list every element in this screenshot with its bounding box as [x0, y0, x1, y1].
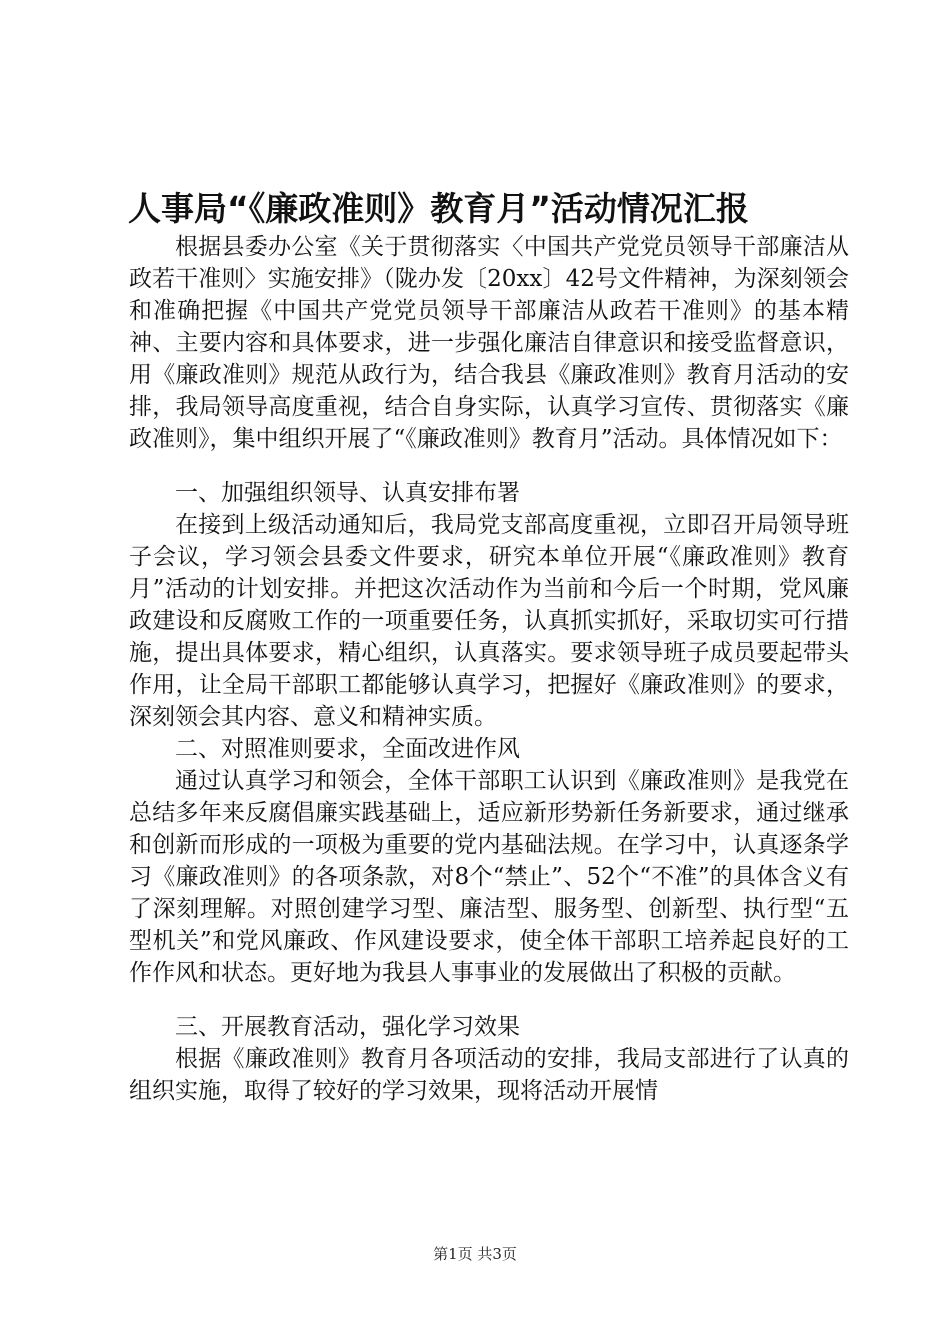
- document-title: 人事局“《廉政准则》教育月”活动情况汇报: [128, 189, 749, 228]
- section-1-paragraph: 在接到上级活动通知后，我局党支部高度重视，立即召开局领导班子会议，学习领会县委文件要求，研究本单位开展“《廉政准则》教育月”活动的计划安排。并把这次活动作为当前和今后一个时期，党风廉政建设和反腐败工作的一项重要任务，认真抓实抓好，采取切实可行措施，提出具体要求，精心组织，认真落实。要求领导班子成员要起带头作用，让全局干部职工都能够认真学习，把握好《廉政准则》的要求，深刻领会其内容、意义和精神实质。: [129, 512, 849, 730]
- section-2-paragraph: 通过认真学习和领会，全体干部职工认识到《廉政准则》是我党在总结多年来反腐倡廉实践基础上，适应新形势新任务新要求，通过继承和创新而形成的一项极为重要的党内基础法规。在学习中，认真逐条学习《廉政准则》的各项条款，对8个“禁止”、52个“不准”的具体含义有了深刻理解。对照创建学习型、廉洁型、服务型、创新型、执行型“五型机关”和党风廉政、作风建设要求，使全体干部职工培养起良好的工作作风和状态。更好地为我县人事事业的发展做出了积极的贡献。: [129, 768, 849, 986]
- section-3-paragraph: 根据《廉政准则》教育月各项活动的安排，我局支部进行了认真的组织实施，取得了较好的学习效果，现将活动开展情: [129, 1046, 849, 1104]
- document-body: [129, 231, 849, 1107]
- paragraph-spacer: [129, 455, 849, 477]
- section-2-heading: 二、对照准则要求，全面改进作风: [175, 736, 520, 762]
- section-3-heading: 三、开展教育活动，强化学习效果: [175, 1014, 520, 1040]
- section-1-heading: 一、加强组织领导、认真安排布署: [175, 480, 520, 506]
- intro-paragraph: 根据县委办公室《关于贯彻落实〈中国共产党党员领导干部廉洁从政若干准则〉实施安排》（陇办发〔20xx〕42号文件精神，为深刻领会和准确把握《中国共产党党员领导干部廉洁从政若干准则》的基本精神、主要内容和具体要求，进一步强化廉洁自律意识和接受监督意识，用《廉政准则》规范从政行为，结合我县《廉政准则》教育月活动的安排，我局领导高度重视，结合自身实际，认真学习宣传、贯彻落实《廉政准则》，集中组织开展了“《廉政准则》教育月”活动。具体情况如下：: [129, 234, 849, 452]
- paragraph-spacer: [129, 989, 849, 1011]
- page-number-footer: 第1页 共3页: [433, 1245, 517, 1263]
